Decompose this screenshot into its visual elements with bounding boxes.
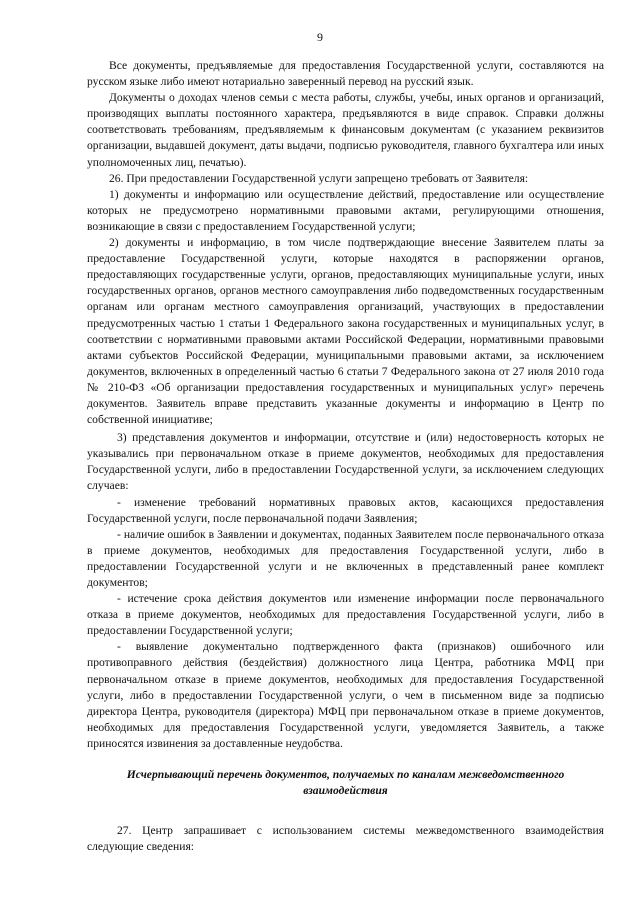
dash-item-wrongful-action: - выявление документально подтвержденного факта (признаков) ошибочного или противоправного действия (бездействия) должностного лица Центра, работника МФЦ при первоначальном отказе в приеме документов, необходимых для предоставления Государственной услуги, либо в предоставлении Государственной услуги, о чем в письменном виде за подписью директора Центра, руководителя (директора) МФЦ при первоначальном отказе в приеме документов, необходимых для предоставления Государственной услуги, уведомляется Заявитель, а также приносятся извинения за доставленные неудобства.	[87, 640, 604, 750]
page-content	[87, 58, 604, 855]
dash-item-errors: - наличие ошибок в Заявлении и документах, поданных Заявителем после первоначального отказа в приеме документов, необходимых для предоставления Государственной услуги, либо в предоставлении Государственной услуги и не включенных в представленный ранее комплект документов;	[87, 527, 604, 589]
paragraph-documents-language: Все документы, предъявляемые для предоставления Государственной услуги, составляются на русском языке либо имеют нотариально заверенный перевод на русский язык.	[87, 59, 604, 89]
paragraph-section-27: 27. Центр запрашивает с использованием системы межведомственного взаимодействия следующие сведения:	[87, 824, 604, 854]
page-number: 9	[317, 30, 323, 44]
paragraph-income-documents: Документы о доходах членов семьи с места работы, службы, учебы, иных органов и организаций, производящих выплаты постоянного характера, предъявляются в виде справок. Справки должны соответствовать требованиям, предъявляемым к финансовым документам (с указанием реквизитов организации, выдавшей документ, даты выдачи, подписью руководителя, главного бухгалтера или иных уполномоченных лиц, печатью).	[87, 91, 604, 169]
paragraph-section-26: 26. При предоставлении Государственной услуги запрещено требовать от Заявителя:	[109, 171, 529, 185]
dash-item-requirements-change: - изменение требований нормативных правовых актов, касающихся предоставления Государственной услуги, после первоначальной подачи Заявления;	[87, 495, 604, 525]
list-item-3: 3) представления документов и информации, отсутствие и (или) недостоверность которых не указывались при первоначальном отказе в приеме документов, необходимых для предоставления Государственной услуги, либо в предоставлении Государственной услуги, за исключением следующих случаев:	[87, 431, 604, 493]
dash-item-expiry: - истечение срока действия документов или изменение информации после первоначального отказа в приеме документов, необходимых для предоставления Государственной услуги, либо в предоставлении Государственной услуги;	[87, 592, 604, 638]
list-item-2: 2) документы и информацию, в том числе подтверждающие внесение Заявителем платы за предоставление Государственной услуги, которые находятся в распоряжении органов, предоставляющих государственные услуги, органов, предоставляющих муниципальные услуги, иных государственных органов, органов местного самоуправления либо подведомственных государственным органам или органам местного самоуправления организаций, участвующих в предоставлении предусмотренных частью 1 статьи 1 Федерального закона государственных и муниципальных услуг, в соответствии с нормативными правовыми актами Российской Федерации, нормативными правовыми актами субъектов Российской Федерации, муниципальными правовыми актами, за исключением документов, включенных в определенный частью 6 статьи 7 Федерального закона от 27 июля 2010 года № 210-ФЗ «Об организации предоставления государственных и муниципальных услуг» перечень документов. Заявитель вправе представить указанные документы и информацию в Центр по собственной инициативе;	[87, 236, 604, 427]
section-heading: Исчерпывающий перечень документов, получаемых по каналам межведомственного взаимодействия	[126, 768, 565, 798]
list-item-1: 1) документы и информацию или осуществление действий, предоставление или осуществление которых не предусмотрено нормативными правовыми актами, регулирующими отношения, возникающие в связи с предоставлением Государственной услуги;	[87, 187, 604, 233]
